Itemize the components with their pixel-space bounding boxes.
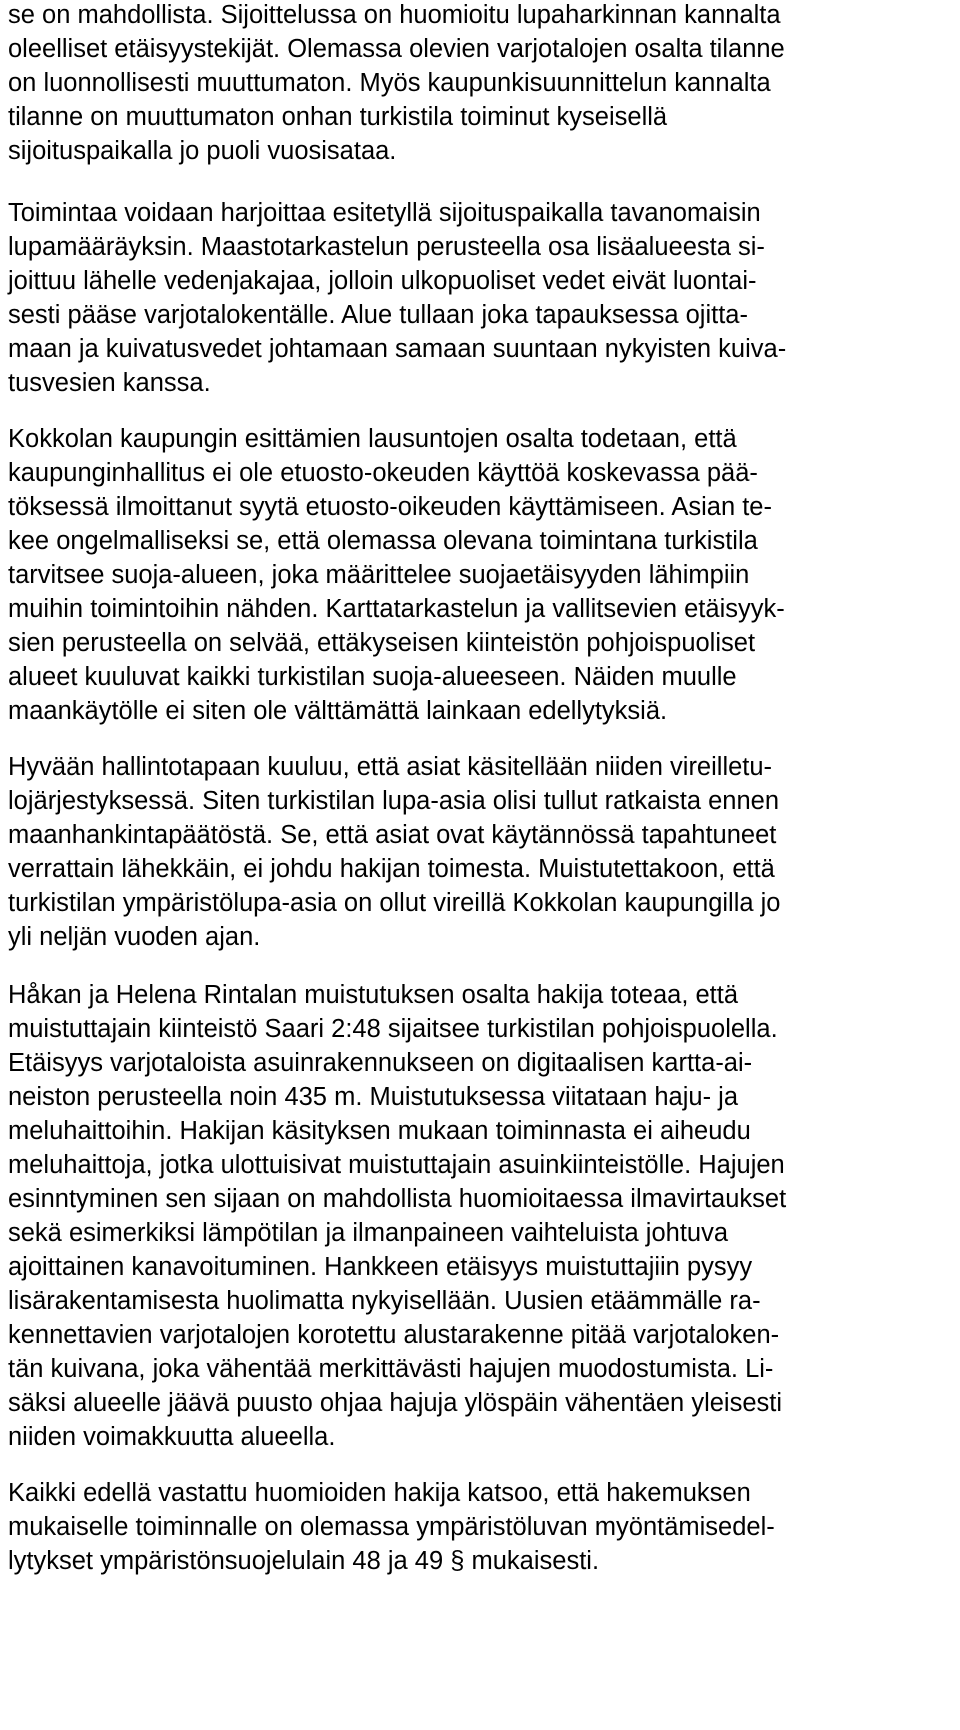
text-line: ajoittainen kanavoituminen. Hankkeen etäisyys muistuttajiin pysyy xyxy=(8,1253,753,1281)
text-line: tilanne on muuttumaton onhan turkistila toiminut kyseisellä xyxy=(8,103,668,131)
text-line: lytykset ympäristönsuojelulain 48 ja 49 § mukaisesti. xyxy=(8,1547,600,1575)
text-line: meluhaittoja, jotka ulottuisivat muistuttajain asuinkiinteistölle. Hajujen xyxy=(8,1151,785,1179)
text-line: Etäisyys varjotaloista asuinrakennukseen on digitaalisen kartta-ai- xyxy=(8,1049,753,1077)
text-line: lupamääräyksin. Maastotarkastelun perusteella osa lisäalueesta si- xyxy=(8,233,765,261)
text-line: sien perusteella on selvää, ettäkyseisen kiinteistön pohjoispuoliset xyxy=(8,629,756,657)
text-line: tän kuivana, joka vähentää merkittävästi hajujen muodostumista. Li- xyxy=(8,1355,774,1383)
text-line: maankäytölle ei siten ole välttämättä lainkaan edellytyksiä. xyxy=(8,697,668,725)
text-line: on luonnollisesti muuttumaton. Myös kaupunkisuunnittelun kannalta xyxy=(8,69,771,97)
text-line: Kaikki edellä vastattu huomioiden hakija katsoo, että hakemuksen xyxy=(8,1479,751,1507)
text-line: sijoituspaikalla jo puoli vuosisataa. xyxy=(8,137,397,165)
text-line: joittuu lähelle vedenjakajaa, jolloin ulkopuoliset vedet eivät luontai- xyxy=(8,267,757,295)
text-line: lojärjestyksessä. Siten turkistilan lupa-asia olisi tullut ratkaista ennen xyxy=(8,787,780,815)
text-line: maan ja kuivatusvedet johtamaan samaan suuntaan nykyisten kuiva- xyxy=(8,335,787,363)
text-line: lisärakentamisesta huolimatta nykyisellään. Uusien etäämmälle ra- xyxy=(8,1287,761,1315)
text-line: Håkan ja Helena Rintalan muistutuksen osalta hakija toteaa, että xyxy=(8,981,739,1009)
text-line: alueet kuuluvat kaikki turkistilan suoja-alueeseen. Näiden muulle xyxy=(8,663,737,691)
text-line: Hyvään hallintotapaan kuuluu, että asiat käsitellään niiden vireilletu- xyxy=(8,753,773,781)
text-line: oleelliset etäisyystekijät. Olemassa olevien varjotalojen osalta tilanne xyxy=(8,35,785,63)
text-line: muistuttajain kiinteistö Saari 2:48 sijaitsee turkistilan pohjoispuolella. xyxy=(8,1015,778,1043)
text-line: sesti pääse varjotalokentälle. Alue tullaan joka tapauksessa ojitta- xyxy=(8,301,748,329)
text-line: säksi alueelle jäävä puusto ohjaa hajuja ylöspäin vähentäen yleisesti xyxy=(8,1389,783,1417)
text-line: tusvesien kanssa. xyxy=(8,369,211,397)
text-line: Kokkolan kaupungin esittämien lausuntojen osalta todetaan, että xyxy=(8,425,737,453)
text-line: töksessä ilmoittanut syytä etuosto-oikeuden käyttämiseen. Asian te- xyxy=(8,493,772,521)
text-line: maanhankintapäätöstä. Se, että asiat ovat käytännössä tapahtuneet xyxy=(8,821,777,849)
text-line: turkistilan ympäristölupa-asia on ollut vireillä Kokkolan kaupungilla jo xyxy=(8,889,781,917)
text-line: verrattain lähekkäin, ei johdu hakijan toimesta. Muistutettakoon, että xyxy=(8,855,775,883)
text-line: kee ongelmalliseksi se, että olemassa olevana toimintana turkistila xyxy=(8,527,758,555)
text-line: kennettavien varjotalojen korotettu alustarakenne pitää varjotaloken- xyxy=(8,1321,780,1349)
text-line: tarvitsee suoja-alueen, joka määrittelee suojaetäisyyden lähimpiin xyxy=(8,561,750,589)
text-line: meluhaittoihin. Hakijan käsityksen mukaan toiminnasta ei aiheudu xyxy=(8,1117,751,1145)
text-line: neiston perusteella noin 435 m. Muistutuksessa viitataan haju- ja xyxy=(8,1083,738,1111)
text-line: esinntyminen sen sijaan on mahdollista huomioitaessa ilmavirtaukset xyxy=(8,1185,787,1213)
text-line: niiden voimakkuutta alueella. xyxy=(8,1423,336,1451)
text-line: mukaiselle toiminnalle on olemassa ympäristöluvan myöntämisedel- xyxy=(8,1513,775,1541)
text-line: sekä esimerkiksi lämpötilan ja ilmanpaineen vaihteluista johtuva xyxy=(8,1219,729,1247)
text-line: se on mahdollista. Sijoittelussa on huomioitu lupaharkinnan kannalta xyxy=(8,1,781,29)
text-line: yli neljän vuoden ajan. xyxy=(8,923,261,951)
text-line: muihin toimintoihin nähden. Karttatarkastelun ja vallitsevien etäisyyk- xyxy=(8,595,785,623)
text-line: kaupunginhallitus ei ole etuosto-okeuden käyttöä koskevassa pää- xyxy=(8,459,758,487)
text-line: Toimintaa voidaan harjoittaa esitetyllä sijoituspaikalla tavanomaisin xyxy=(8,199,761,227)
